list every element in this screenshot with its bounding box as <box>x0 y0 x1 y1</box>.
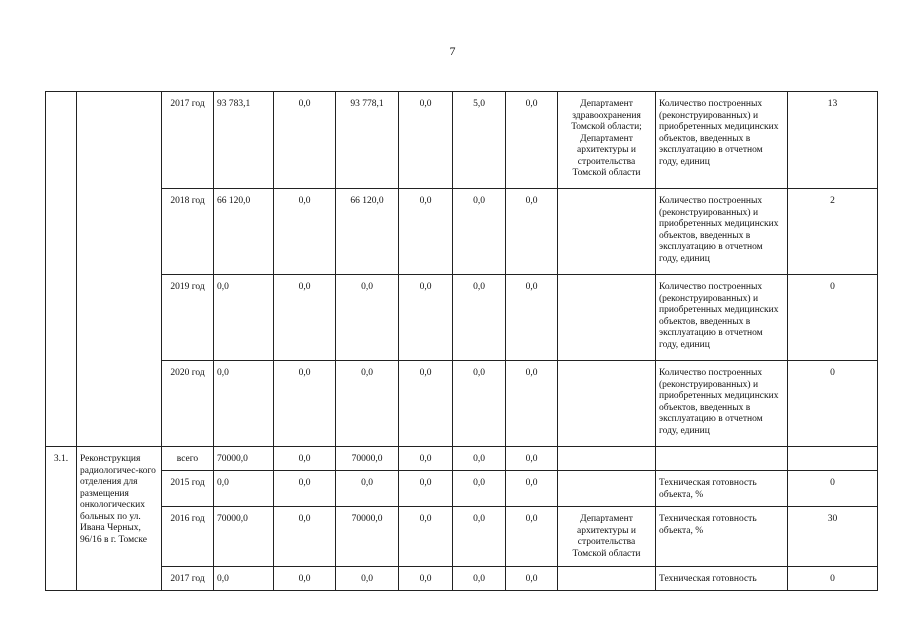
indicator-cell: Техническая готовность объекта, % <box>656 471 788 507</box>
target-cell: 2 <box>788 189 878 275</box>
total-cell: 93 783,1 <box>214 92 274 189</box>
target-cell: 0 <box>788 471 878 507</box>
target-cell: 30 <box>788 507 878 567</box>
responsible-cell <box>558 361 656 447</box>
extra-cell: 0,0 <box>453 567 506 591</box>
other-cell: 0,0 <box>506 189 558 275</box>
regional-cell: 0,0 <box>336 275 399 361</box>
total-cell: 66 120,0 <box>214 189 274 275</box>
responsible-cell <box>558 189 656 275</box>
total-cell: 70000,0 <box>214 447 274 471</box>
indicator-cell: Количество построенных (реконструированных) и приобретенных медицинских объектов, введенных в эксплуатацию в отчетном году, единиц <box>656 361 788 447</box>
target-cell: 13 <box>788 92 878 189</box>
federal-cell: 0,0 <box>274 507 336 567</box>
other-cell: 0,0 <box>506 471 558 507</box>
other-cell: 0,0 <box>506 92 558 189</box>
item-number-cell <box>46 92 77 447</box>
local-cell: 0,0 <box>399 92 453 189</box>
responsible-cell <box>558 447 656 471</box>
target-cell: 0 <box>788 275 878 361</box>
item-name-cell: Реконструкция радиологичес-кого отделения для размещения онкологических больных по ул. Ивана Черных, 96/16 в г. Томске <box>77 447 162 591</box>
regional-cell: 66 120,0 <box>336 189 399 275</box>
table-row <box>46 189 878 275</box>
responsible-cell <box>558 567 656 591</box>
year-cell: 2019 год <box>162 275 214 361</box>
local-cell: 0,0 <box>399 189 453 275</box>
table-row <box>46 92 878 189</box>
regional-cell: 0,0 <box>336 361 399 447</box>
table-row <box>46 361 878 447</box>
indicator-cell <box>656 447 788 471</box>
other-cell: 0,0 <box>506 447 558 471</box>
target-cell: 0 <box>788 361 878 447</box>
table-row <box>46 567 878 591</box>
year-cell: всего <box>162 447 214 471</box>
federal-cell: 0,0 <box>274 471 336 507</box>
other-cell: 0,0 <box>506 567 558 591</box>
indicator-cell: Техническая готовность объекта, % <box>656 507 788 567</box>
responsible-cell <box>558 471 656 507</box>
year-cell: 2018 год <box>162 189 214 275</box>
federal-cell: 0,0 <box>274 275 336 361</box>
target-cell: 0 <box>788 567 878 591</box>
federal-cell: 0,0 <box>274 92 336 189</box>
local-cell: 0,0 <box>399 471 453 507</box>
federal-cell: 0,0 <box>274 567 336 591</box>
extra-cell: 0,0 <box>453 275 506 361</box>
year-cell: 2017 год <box>162 567 214 591</box>
regional-cell: 93 778,1 <box>336 92 399 189</box>
total-cell: 70000,0 <box>214 507 274 567</box>
table-row <box>46 471 878 507</box>
year-cell: 2015 год <box>162 471 214 507</box>
extra-cell: 0,0 <box>453 447 506 471</box>
program-table <box>45 91 878 591</box>
total-cell: 0,0 <box>214 275 274 361</box>
local-cell: 0,0 <box>399 275 453 361</box>
extra-cell: 5,0 <box>453 92 506 189</box>
other-cell: 0,0 <box>506 275 558 361</box>
responsible-cell <box>558 275 656 361</box>
total-cell: 0,0 <box>214 567 274 591</box>
table-row <box>46 507 878 567</box>
table-row <box>46 275 878 361</box>
indicator-cell: Количество построенных (реконструированных) и приобретенных медицинских объектов, введенных в эксплуатацию в отчетном году, единиц <box>656 275 788 361</box>
year-cell: 2017 год <box>162 92 214 189</box>
local-cell: 0,0 <box>399 361 453 447</box>
responsible-cell: Департамент здравоохранения Томской области; Департамент архитектуры и строительства Томской области <box>558 92 656 189</box>
regional-cell: 70000,0 <box>336 507 399 567</box>
regional-cell: 70000,0 <box>336 447 399 471</box>
indicator-cell: Техническая готовность <box>656 567 788 591</box>
federal-cell: 0,0 <box>274 189 336 275</box>
total-cell: 0,0 <box>214 361 274 447</box>
local-cell: 0,0 <box>399 507 453 567</box>
table-row <box>46 447 878 471</box>
year-cell: 2020 год <box>162 361 214 447</box>
item-name-cell <box>77 92 162 447</box>
extra-cell: 0,0 <box>453 361 506 447</box>
year-cell: 2016 год <box>162 507 214 567</box>
federal-cell: 0,0 <box>274 447 336 471</box>
local-cell: 0,0 <box>399 447 453 471</box>
other-cell: 0,0 <box>506 361 558 447</box>
item-number-cell: 3.1. <box>46 447 77 591</box>
page-number: 7 <box>449 44 456 58</box>
total-cell: 0,0 <box>214 471 274 507</box>
extra-cell: 0,0 <box>453 471 506 507</box>
extra-cell: 0,0 <box>453 189 506 275</box>
regional-cell: 0,0 <box>336 471 399 507</box>
responsible-cell: Департамент архитектуры и строительства Томской области <box>558 507 656 567</box>
local-cell: 0,0 <box>399 567 453 591</box>
federal-cell: 0,0 <box>274 361 336 447</box>
indicator-cell: Количество построенных (реконструированных) и приобретенных медицинских объектов, введенных в эксплуатацию в отчетном году, единиц <box>656 92 788 189</box>
extra-cell: 0,0 <box>453 507 506 567</box>
target-cell <box>788 447 878 471</box>
other-cell: 0,0 <box>506 507 558 567</box>
regional-cell: 0,0 <box>336 567 399 591</box>
indicator-cell: Количество построенных (реконструированных) и приобретенных медицинских объектов, введенных в эксплуатацию в отчетном году, единиц <box>656 189 788 275</box>
